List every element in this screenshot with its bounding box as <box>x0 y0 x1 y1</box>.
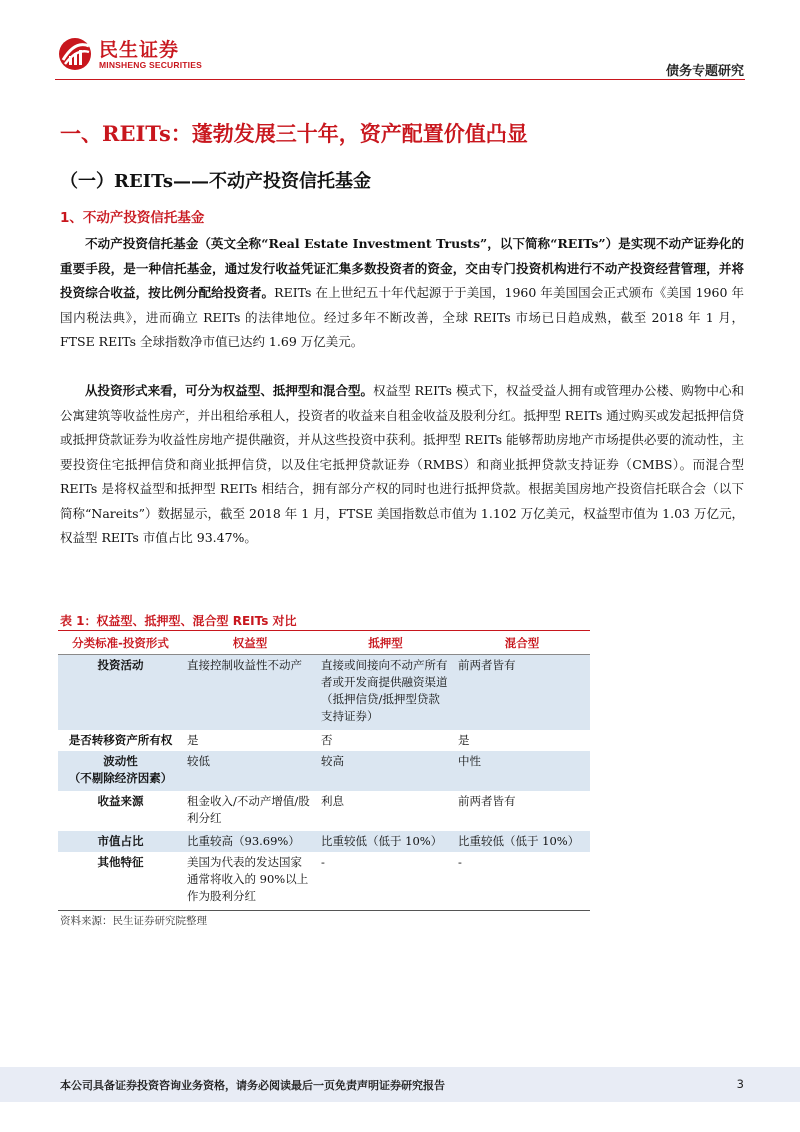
section-heading-1: 一、REITs：蓬勃发展三十年，资产配置价值凸显 <box>60 121 528 146</box>
table-cell: 直接控制收益性不动产 <box>183 654 317 730</box>
company-logo <box>55 34 205 76</box>
table-row <box>58 730 590 751</box>
page-header <box>0 0 800 80</box>
table-top-rule <box>58 630 590 631</box>
table-cell: 利息 <box>321 794 344 808</box>
row-header: 投资活动 <box>58 654 183 730</box>
logo-text-en: MINSHENG SECURITIES <box>99 60 202 70</box>
table-cell: - <box>454 852 590 910</box>
source-note: 资料来源：民生证券研究院整理 <box>60 915 207 927</box>
table-header-cell: 权益型 <box>183 632 317 654</box>
table-caption: 表 1：权益型、抵押型、混合型 REITs 对比 <box>60 614 297 628</box>
table-cell: 前两者皆有 <box>458 794 516 808</box>
table-row <box>58 791 590 831</box>
table-cell: 前两者皆有 <box>454 654 590 730</box>
table-cell: 是 <box>458 733 470 747</box>
table-header-cell: 混合型 <box>454 632 590 654</box>
table-cell: 比重较低（低于 10%） <box>454 831 590 852</box>
table-cell: 较高 <box>317 751 454 791</box>
table-cell: 否 <box>321 733 333 747</box>
table-header-row <box>58 632 590 654</box>
report-type: 债务专题研究 <box>665 64 744 79</box>
table-cell: 直接或间接向不动产所有者或开发商提供融资渠道（抵押信贷/抵押型贷款支持证券） <box>317 654 454 730</box>
section-heading-3: 1、不动产投资信托基金 <box>60 210 205 226</box>
minsheng-logo-icon <box>55 36 95 72</box>
page-number: 3 <box>736 1077 744 1091</box>
row-header: 市值占比 <box>58 831 183 852</box>
table-header-cell: 抵押型 <box>317 632 454 654</box>
table-cell: 是 <box>187 733 199 747</box>
table-cell: 中性 <box>454 751 590 791</box>
header-divider <box>55 79 745 80</box>
table-cell: - <box>317 852 454 910</box>
paragraph-investment-forms <box>60 379 744 551</box>
page-footer <box>0 1067 800 1102</box>
table-cell: 比重较高（93.69%） <box>183 831 317 852</box>
table-row <box>58 852 590 910</box>
table-cell: 较低 <box>183 751 317 791</box>
row-header: 是否转移资产所有权 <box>68 733 173 747</box>
table-row <box>58 751 590 791</box>
paragraph-2-text: 权益型 REITs 模式下，权益受益人拥有或管理办公楼、购物中心和公寓建筑等收益性房产，并出租给承租人，投资者的收益来自租金收益及股利分红。抵押型 REITs 通过购买或发起抵押信贷或抵押贷款证券为收益性房地产提供融资，并从这些投资中获利。抵押型 REITs 能够帮助房地产市场提供必要的流动性，主要投资住宅抵押信贷和商业抵押信贷，以及住宅抵押贷款证券（RMBS）和商业抵押贷款支持证券（CMBS）。而混合型 REITs 是将权益型和抵押型 REITs 相结合，拥有部分产权的同时也进行抵押贷款。根据美国房地产投资信托联合会（以下简称“Nareits”）数据显示，截至 2018 年 1 月，FTSE 美国指数总市值为 1.102 万亿美元，权益型市值为 1.03 万亿元，权益型 REITs 市值占比 93.47%。 <box>60 383 744 545</box>
section-heading-2: （一）REITs——不动产投资信托基金 <box>60 171 371 192</box>
table-row <box>58 831 590 852</box>
paragraph-1-bold: 不动产投资信托基金（英文全称“Real Estate Investment Trusts”，以下简称“REITs”）是实现不动产证券化的重要手段，是一种信托基金，通过发行收益凭证汇集多数投资者的资金，交由专门投资机构进行不动产投资经营管理，并将投资综合收益，按比例分配给投资者。 <box>60 236 744 300</box>
logo-text-cn: 民生证券 <box>99 39 180 61</box>
table-row <box>58 654 590 730</box>
table-cell: 美国为代表的发达国家通常将收入的 90%以上作为股利分红 <box>183 852 317 910</box>
table-cell: 比重较低（低于 10%） <box>317 831 454 852</box>
table-cell: 租金收入/不动产增值/股利分红 <box>187 794 310 825</box>
row-header: 波动性 （不剔除经济因素） <box>58 751 183 791</box>
paragraph-2-bold: 从投资形式来看，可分为权益型、抵押型和混合型。 <box>85 383 374 398</box>
row-header: 其他特征 <box>58 852 183 910</box>
paragraph-1-text: REITs 在上世纪五十年代起源于于美国，1960 年美国国会正式颁布《美国 1960 年国内税法典》，进而确立 REITs 的法律地位。经过多年不断改善，全球 REITs 市场已日趋成熟，截至 2018 年 1 月，FTSE REITs 全球指数净市值已达约 1.69 万亿美元。 <box>60 285 744 349</box>
table-header-cell: 分类标准-投资形式 <box>58 632 183 654</box>
reits-comparison-table <box>58 632 590 911</box>
row-header: 收益来源 <box>97 794 144 808</box>
paragraph-reits-definition <box>60 232 744 355</box>
footer-disclaimer: 本公司具备证券投资咨询业务资格，请务必阅读最后一页免责声明证券研究报告 <box>60 1079 445 1092</box>
